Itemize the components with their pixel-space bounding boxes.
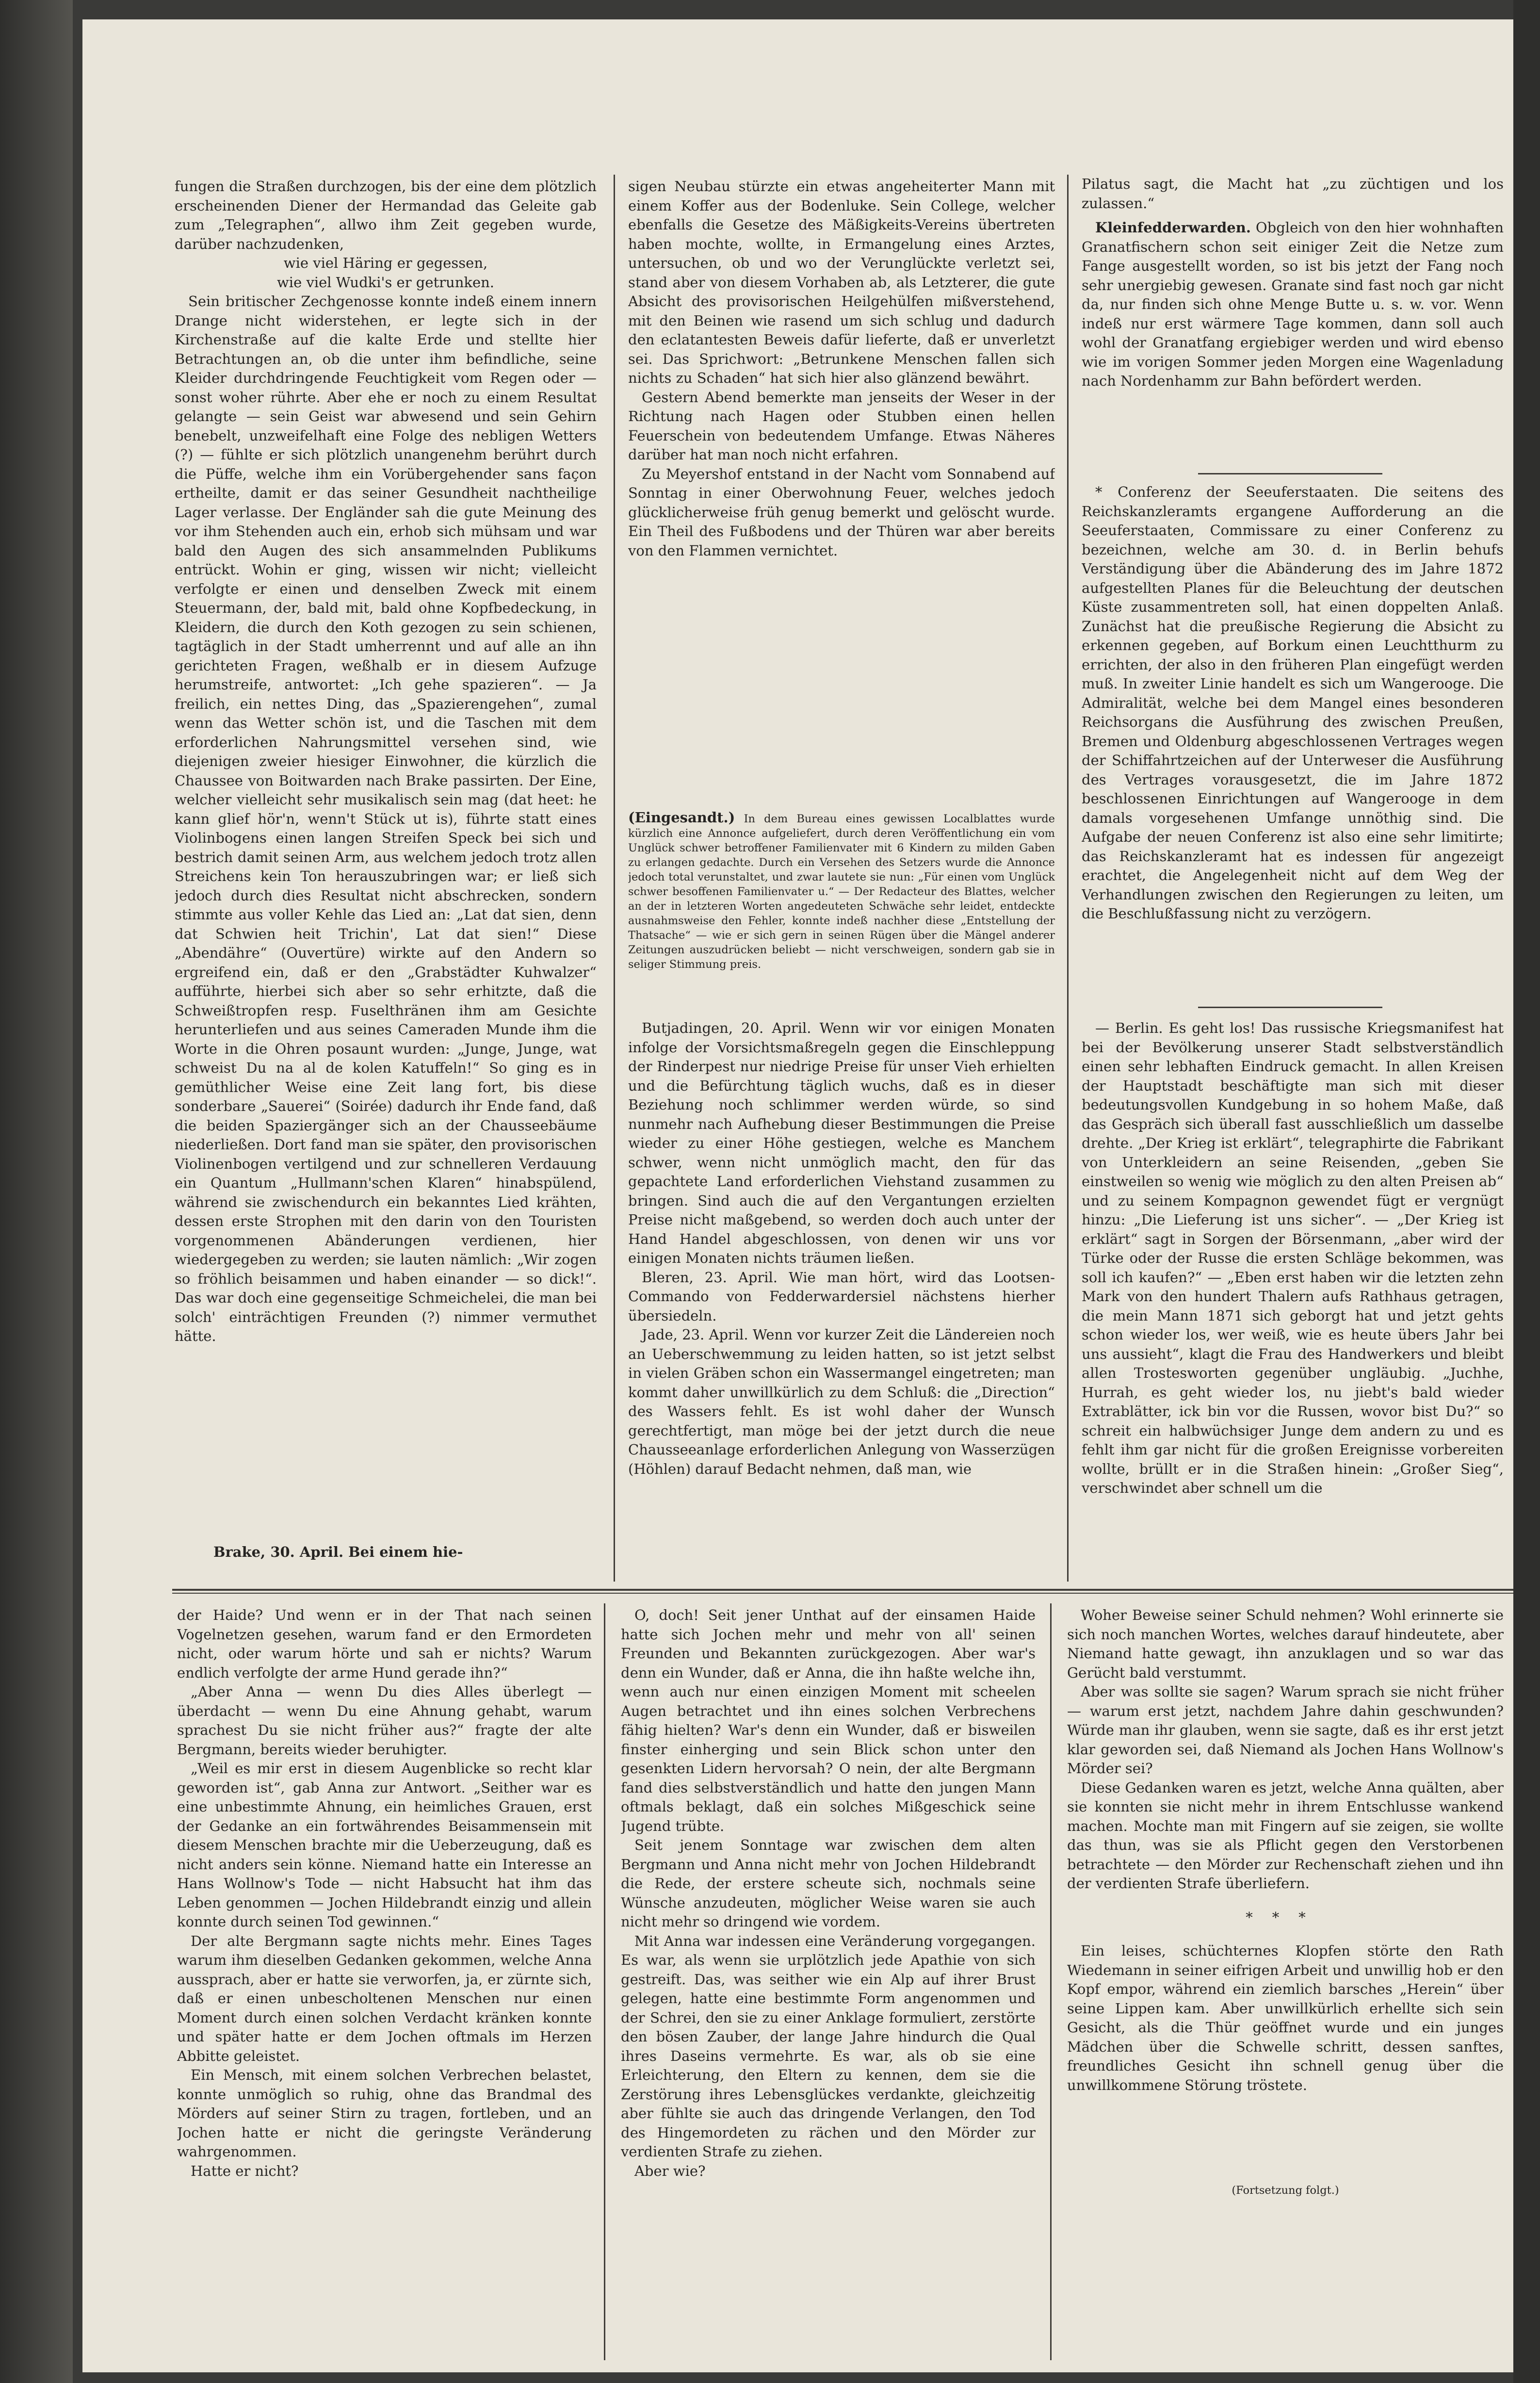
separator xyxy=(1198,1007,1382,1008)
paragraph: Seit jenem Sonntage war zwischen dem alten Bergmann und Anna nicht mehr von Jochen Hildebrandt die Rede, der erstere scheute sich, nochmals seine Wünsche anzudeuten, möglicher Weise waren sie auch nicht mehr so dringend wie vordem. xyxy=(621,1837,1036,1930)
upper-column-2-reports xyxy=(628,1019,1055,1582)
conferenz-report: * Conferenz der Seeuferstaaten. Die seitens des Reichskanzleramts ergangene Aufforderung an die Seeuferstaaten, Commissare zu einer Conferenz zu bezeichnen, welche am 30. d. in Berlin behufs Verständigung über die Abänderung des im Jahre 1872 aufgestellten Planes für die Beleuchtung der deutschen Küste zusammentreten soll, hat einen doppelten Anlaß. Zunächst hat die preußische Regierung die Absicht zu erkennen gegeben, auf Borkum einen Leuchtthurm zu errichten, der also in den früheren Plan eingefügt werden muß. In zweiter Linie handelt es sich um Wangerooge. Die Admiralität, welche bei dem Mangel eines besonderen Reichsorgans die Ausführung des zwischen Preußen, Bremen und Oldenburg abgeschlossenen Vertrages wegen der Schiffahrtzeichen auf der Unterweser die Ausführung des Vertrages vorausgesetzt, die im Jahre 1872 beschlossenen Einrichtungen auf Wangerooge in dem damals vorgesehenen Umfange unnöthig sind. Die Aufgabe der neuen Conferenz ist also eine sehr limitirte; das Reichskanzleramt hat es indessen für angezeigt erachtet, die Angelegenheit nicht auf dem Weg der Verhandlungen zwischen den Regierungen zu leiten, um die Beschlußfassung nicht zu verzögern. xyxy=(1082,484,1504,922)
lower-column-2 xyxy=(621,1606,1036,2355)
kleinfedderwarden-section xyxy=(1082,218,1504,471)
separator xyxy=(1198,473,1382,474)
book-gutter xyxy=(0,0,73,2383)
paragraph: Hatte er nicht? xyxy=(191,2162,299,2179)
paragraph: O, doch! Seit jener Unthat auf der einsamen Haide hatte sich Jochen mehr und mehr von all' seinen Freunden und Bekannten zurückgezogen. Aber war's denn ein Wunder, daß er Anna, die ihn haßte welche ihn, wenn auch nur einen einzigen Moment mit scheelen Augen betrachtet und ihn eines solchen Verbrechens fähig hielten? War's denn ein Wunder, daß er bisweilen finster einherging und sein Blick schon unter den gesenkten Lidern hervorsah? O nein, der alte Bergmann fand dies selbstverständlich und hatte den jungen Mann oftmals beklagt, daß ein solches Mißgeschick seine Jugend trübte. xyxy=(621,1607,1036,1834)
berlin-report: — Berlin. Es geht los! Das russische Kriegsmanifest hat bei der Bevölkerung unserer Stadt selbstverständlich einen sehr lebhaften Eindruck gemacht. In allen Kreisen der Hauptstadt beschäftigte man sich mit dieser bedeutungsvollen Kundgebung in so hohem Maße, daß das Gespräch sich überall fast ausschließlich um dasselbe drehte. „Der Krieg ist erklärt“, telegraphirte die Fabrikant von Unterkleidern an seine Reisenden, „geben Sie einstweilen so wenig wie möglich zu den alten Preisen ab“ und zu seinem Kompagnon gewendet fügt er vergnügt hinzu: „Die Lieferung ist uns sicher“. — „Der Krieg ist erklärt“ sagt in Sorgen der Börsenmann, „aber wird der Türke oder der Russe die ersten Schläge bekommen, was soll ich kaufen?“ — „Eben erst haben wir die letzten zehn Mark von den hundert Thalern aufs Rathhaus getragen, die mein Mann 1871 sich geborgt hat und jetzt gehts schon wieder los, wer weiß, wie es heute übers Jahr bei uns aussieht“, klagt die Frau des Handwerkers und bleibt allen Trostesworten gegenüber ungläubig. „Juchhe, Hurrah, es geht wieder los, nu jiebt's bald wieder Extrablätter, ick bin vor die Russen, wovor bist Du?“ so schreit ein halbwüchsiger Junge dem andern zu und es fehlt ihm gar nicht für die großen Ereignisse vorbereiten wollte, brüllt er in die Straßen hinein: „Großer Sieg“, verschwindet aber schnell um die xyxy=(1082,1020,1504,1496)
paragraph: Woher Beweise seiner Schuld nehmen? Wohl erinnerte sie sich noch manchen Wortes, welches darauf hindeutete, aber Niemand hatte gewagt, ihn anzuklagen und so war das Gerücht bald verstummt. xyxy=(1067,1607,1504,1681)
paragraph: Aber wie? xyxy=(634,2162,706,2179)
column-rule xyxy=(1050,1603,1052,2360)
continuation-note-box xyxy=(1067,2183,1504,2212)
column-rule xyxy=(614,175,615,1582)
eingesandt-heading: (Eingesandt.) xyxy=(628,810,735,826)
paragraph: Der alte Bergmann sagte nichts mehr. Eines Tages warum ihm dieselben Gedanken gekommen, welche Anna aussprach, aber er hatte sie verworfen, ja, er zürnte sich, daß er einen unbescholtenen Menschen nur einen Moment durch einen solchen Verdacht kränken konnte und später hatte er dem Jochen oftmals im Herzen Abbitte geleistet. xyxy=(177,1932,592,2064)
paragraph: Pilatus sagt, die Macht hat „zu züchtigen und los zulassen.“ xyxy=(1082,176,1504,212)
lower-column-1 xyxy=(177,1606,592,2355)
kleinfedderwarden-text: Obgleich von den hier wohnhaften Granatfischern schon seit einiger Zeit die Netze zum Fange ausgestellt worden, so ist bis jetzt der Fang noch sehr unergiebig gewesen. Granate sind fast noch gar nicht da, nur finden sich ohne Menge Butte u. s. w. vor. Wenn indeß nur erst wärmere Tage kommen, dann soll auch wohl der Granatfang ergiebiger werden und wird ebenso wie im vorigen Sommer jeden Morgen eine Wagenladung nach Nordenhamm zur Bahn befördert werden. xyxy=(1082,219,1504,389)
column-rule xyxy=(1067,175,1069,1582)
paragraph: Ein leises, schüchternes Klopfen störte den Rath Wiedemann in seiner eifrigen Arbeit und unwillig hob er den Kopf empor, während ein ziemlich barsches „Herein“ über seine Lippen kam. Aber unwillkürlich erhellte sich sein Gesicht, als die Thür geöffnet wurde und ein junges Mädchen über die Schwelle schritt, dessen sanftes, freundliches Gesicht ihn schnell genug über die unwillkommene Störung tröstete. xyxy=(1067,1942,1504,2093)
paragraph: Mit Anna war indessen eine Veränderung vorgegangen. Es war, als wenn sie urplötzlich jede Apathie von sich gestreift. Das, was seither wie ein Alp auf ihrer Brust gelegen, hatte eine bestimmte Form angenommen und der Schrei, den sie zu einer Anklage formuliert, zerstörte den bösen Zauber, der lange Jahre hindurch die Qual ihres Daseins vermehrte. Es war, als ob sie eine Erleichterung, den Eltern zu kennen, dem sie die Zerstörung ihres Lebensglückes verdankte, gleichzeitig aber fühlte sie auch das dringende Verlangen, den Tod des Hingemordeten zu rächen und den Mörder zur verdienten Strafe zu ziehen. xyxy=(621,1932,1036,2160)
paragraph: Aber was sollte sie sagen? Warum sprach sie nicht früher — warum erst jetzt, nachdem Jahre dahin geschwunden? Würde man ihr glauben, wenn sie sagte, daß es ihr erst jetzt klar geworden sei, daß Niemand als Jochen Hans Wollnow's Mörder sei? xyxy=(1067,1683,1504,1777)
bleren-report: Bleren, 23. April. Wie man hört, wird das Lootsen-Commando von Fedderwardersiel nächstens hierher übersiedeln. xyxy=(628,1269,1055,1324)
paragraph: „Aber Anna — wenn Du dies Alles überlegt — überdacht — wenn Du eine Ahnung gehabt, warum sprachest Du sie nicht früher aus?“ fragte der alte Bergmann, bereits wieder beruhigter. xyxy=(177,1683,592,1758)
paragraph: Sein britischer Zechgenosse konnte indeß einem innern Drange nicht widerstehen, er legte sich in der Kirchenstraße auf die kalte Erde und stellte hier Betrachtungen an, ob die unter ihm befindliche, seine Kleider durchdringende Feuchtigkeit vom Regen oder — sonst woher rührte. Aber ehe er noch zu einem Resultat gelangte — sein Geist war abwesend und sein Gehirn benebelt, unzweifelhaft eine Folge des nebligen Wetters (?) — fühlte er sich plötzlich unangenehm berührt durch die Püffe, welche ihm ein Vorübergehender sans façon ertheilte, damit er das seiner Gesundheit nachtheilige Lager verlasse. Der Engländer sah die gute Meinung des vor ihm Stehenden auch ein, erhob sich mühsam und war bald den Augen des sich ansammelnden Publikums entrückt. Wohin er ging, wissen wir nicht; vielleicht verfolgte er einen und denselben Zweck mit einem Steuermann, der, bald mit, bald ohne Kopfbedeckung, in Kleidern, die durch den Koth gezogen zu sein schienen, tagtäglich in der Stadt umherrennt und auf alle an ihn gerichteten Fragen, weßhalb er in diesem Aufzuge herumstreife, antwortet: „Ich gehe spazieren“. — Ja freilich, ein nettes Ding, das „Spazierengehen“, zumal wenn das Wetter schön ist, und die Taschen mit dem erforderlichen Nahrungsmittel versehen sind, wie diejenigen zweier hiesiger Einwohner, die kürzlich die Chaussee von Boitwarden nach Brake passirten. Der Eine, welcher vielleicht sehr musikalisch sein mag (dat heet: he kann glief hör'n, wenn't Stück ut is), führte statt eines Violinbogens einen langen Streifen Speck bei sich und bestrich damit seinen Arm, aus welchem jedoch trotz allen Streichens kein Ton herauszubringen war; er ließ sich jedoch durch dies Resultat nicht abschrecken, sondern stimmte aus voller Kehle das Lied an: „Lat dat sien, denn dat Schwien heit Trichin', Lat dat sien!“ Diese „Abendähre“ (Ouvertüre) wirkte auf den Andern so ergreifend ein, daß er den „Grabstädter Kuhwalzer“ aufführte, hierbei sich aber so sehr erhitzte, daß die Schweißtropfen resp. Fuselthränen ihm am Gesichte herunterliefen und aus seines Cameraden Munde ihm die Worte in die Ohren posaunt wurden: „Junge, Junge, wat schweist Du na al de kolen Katuffeln!“ So ging es in gemüthlicher Weise eine Zeit lang fort, bis diese sonderbare „Sauerei“ (Soirée) dadurch ihr Ende fand, daß die beiden Spaziergänger sich an der Chausseebäume niederließen. Dort fand man sie später, den provisorischen Violinenbogen vertilgend und zur schnelleren Verdauung ein Quantum „Hullmann'schen Klaren“ hinabspülend, während sie zwischendurch ein bekanntes Lied krähten, dessen erste Strophen mit den darin von den Touristen vorgenommenen Abänderungen verdienen, hier wiedergegeben zu werden; sie lauten nämlich: „Wir zogen so fröhlich beisammen und haben einander — so dick!“. Das war doch eine gegenseitige Schmeichelei, die man bei solch' einträchtigen Freunden (?) nimmer vermuthet hätte. xyxy=(175,293,597,1344)
upper-column-2 xyxy=(628,177,1055,805)
butjadingen-report: Butjadingen, 20. April. Wenn wir vor einigen Monaten infolge der Vorsichtsmaßregeln gegen die Einschleppung der Rinderpest nur niedrige Preise für unser Vieh erhielten und die Befürchtung täglich wuchs, daß es in dieser Beziehung noch schlimmer werden würde, so sind nunmehr nach Aufhebung dieser Bestimmungen die Preise wieder zu einer Höhe gestiegen, welche es Manchem schwer, wenn nicht unmöglich macht, den für das gepachtete Land erforderlichen Viehstand zusammen zu bringen. Sind auch die auf den Vergantungen erzielten Preise nicht maßgebend, so werden doch auch unter der Hand Handel abgeschlossen, von denen wir uns vor einigen Monaten nichts träumen ließen. xyxy=(628,1020,1055,1266)
lower-column-3 xyxy=(1067,1606,1504,2173)
paragraph: Zu Meyershof entstand in der Nacht vom Sonnabend auf Sonntag in einer Oberwohnung Feuer, welches jedoch glücklicherweise früh genug bemerkt und gelöscht wurde. Ein Theil des Fußbodens und der Thüren war aber bereits von den Flammen vernichtet. xyxy=(628,465,1055,559)
verse-line: wie viel Wudki's er getrunken. xyxy=(276,274,495,291)
upper-column-3-top xyxy=(1082,175,1504,218)
conferenz-section xyxy=(1082,483,1504,992)
jade-report: Jade, 23. April. Wenn vor kurzer Zeit die Ländereien noch an Ueberschwemmung zu leiden hatten, so ist jetzt selbst in vielen Gräben schon ein Wassermangel eingetreten; man kommt daher unwillkürlich zu dem Schluß: die „Direction“ des Wassers fehlt. Es ist wohl daher der Wunsch gerechtfertigt, man möge bei der jetzt durch die neue Chausseeanlage erforderlichen Anlegung von Wasserzügen (Höhlen) darauf Bedacht nehmen, daß man, wie xyxy=(628,1326,1055,1477)
paragraph: der Haide? Und wenn er in der That nach seinen Vogelnetzen gesehen, warum fand er den Ermordeten nicht, oder warum hörte und sah er nichts? Warum endlich verfolgte der arme Hund gerade ihn?“ xyxy=(177,1607,592,1681)
eingesandt-section xyxy=(628,810,1055,1014)
column-rule xyxy=(604,1603,605,2360)
brake-report-line: Brake, 30. April. Bei einem hie- xyxy=(213,1544,463,1560)
paragraph: fungen die Straßen durchzogen, bis der eine dem plötzlich erscheinenden Diener der Hermandad das Geleite gab zum „Telegraphen“, allwo ihm Zeit gegeben wurde, darüber nachzudenken, xyxy=(175,178,597,252)
paragraph: Ein Mensch, mit einem solchen Verbrechen belastet, konnte unmöglich so ruhig, ohne das Brandmal des Mörders auf seiner Stirn zu tragen, fortleben, und an Jochen hatte er nicht die geringste Veränderung wahrgenommen. xyxy=(177,2067,592,2160)
eingesandt-text: In dem Bureau eines gewissen Localblattes wurde kürzlich eine Annonce aufgeliefert, durch deren Veröffentlichung ein vom Unglück schwer betroffener Familienvater mit 6 Kindern zu milden Gaben zu erlangen gedachte. Durch ein Versehen des Setzers wurde die Annonce jedoch total verunstaltet, und zwar lautete sie nun: „Für einen vom Unglück schwer besoffenen Familienvater u.“ — Der Redacteur des Blattes, welcher an der in letzteren Worten angedeuteten Schwäche sehr leidet, entdeckte ausnahmsweise den Fehler, konnte indeß nachher diese „Entstellung der Thatsache“ — wie er sich gern in seinen Rügen über die Mängel anderer Zeitungen auszudrücken beliebt — nicht verschweigen, sondern gab sie in seliger Stimmung preis. xyxy=(628,813,1055,971)
feuilleton-rule xyxy=(172,1589,1513,1591)
feuilleton-rule xyxy=(172,1593,1513,1594)
paragraph: „Weil es mir erst in diesem Augenblicke so recht klar geworden ist“, gab Anna zur Antwort. „Seither war es eine unbestimmte Ahnung, ein heimliches Grauen, erst der Gedanke an ein fortwährendes Beisammensein mit diesem Menschen brachte mir die Ueberzeugung, daß es nicht anders sein könne. Niemand hatte ein Interesse an Hans Wollnow's Tode — nicht Habsucht hat ihm das Leben genommen — Jochen Hildebrandt einzig und allein konnte durch seinen Tod gewinnen.“ xyxy=(177,1760,592,1930)
paragraph: Diese Gedanken waren es jetzt, welche Anna quälten, aber sie konnten sie nicht mehr in ihrem Entschlusse wankend machen. Mochte man mit Fingern auf sie zeigen, sie wollte das thun, was sie als Pflicht gegen den Verstorbenen betrachtete — den Mörder zur Rechenschaft ziehen und ihn der verdienten Strafe überliefern. xyxy=(1067,1779,1504,1892)
upper-column-1 xyxy=(175,177,597,1531)
paragraph: Gestern Abend bemerkte man jenseits der Weser in der Richtung nach Hagen oder Stubben einen hellen Feuerschein von bedeutendem Umfange. Etwas Näheres darüber hat man noch nicht erfahren. xyxy=(628,389,1055,463)
newspaper-page xyxy=(82,19,1513,2372)
brake-report-start xyxy=(213,1543,597,1572)
kleinfedderwarden-heading: Kleinfedderwarden. xyxy=(1095,219,1251,236)
verse-line: wie viel Häring er gegessen, xyxy=(283,255,488,271)
section-break: *** xyxy=(1246,1909,1325,1926)
paragraph: sigen Neubau stürzte ein etwas angeheiterter Mann mit einem Koffer aus der Bodenluke. Sein College, welcher ebenfalls die Gesetze des Mäßigkeits-Vereins übertreten haben mochte, wollte, in Ermangelung eines Arztes, untersuchen, ob und wo der Verunglückte verletzt sei, stand aber von diesem Vorhaben ab, als Letzterer, die gute Absicht des provisorischen Heilgehülfen mißverstehend, mit den Beinen wie rasend um sich schlug und dadurch den eclatantesten Beweis dafür lieferte, daß er unverletzt sei. Das Sprichwort: „Betrunkene Menschen fallen sich nichts zu Schaden“ hat sich hier also glänzend bewährt. xyxy=(628,178,1055,386)
page-edge xyxy=(1513,0,1540,2383)
continuation-note: (Fortsetzung folgt.) xyxy=(1232,2184,1339,2197)
berlin-section xyxy=(1082,1019,1504,1582)
